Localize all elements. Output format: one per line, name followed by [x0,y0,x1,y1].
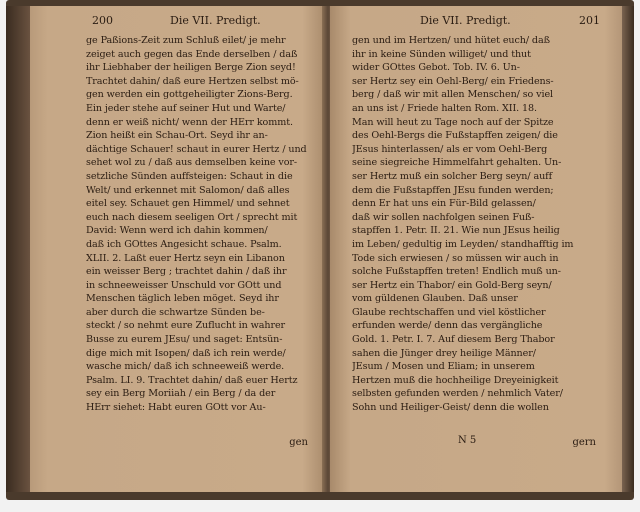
text-line: XLII. 2. Laßt euer Hertz seyn ein Libanon [86,252,285,264]
text-line: sehet wol zu / daß aus demselben keine vor- [86,157,298,169]
page-number: 201 [579,14,600,27]
text-line: solche Fußstapffen treten! Endlich muß un- [352,266,561,278]
text-line: sey ein Berg Moriiah / ein Berg / da der [86,388,276,400]
text-line: aber durch die schwartze Sünden be- [86,306,265,318]
text-line: Busse zu eurem JEsu/ und saget: Entsün- [86,334,283,346]
text-line: an uns ist / Friede halten Rom. XII. 18. [352,102,538,114]
text-line: Zion heißt ein Schau-Ort. Seyd ihr an- [86,130,268,142]
text-line: gen und im Hertzen/ und hütet euch/ daß [352,35,550,46]
text-line: Tode sich erwiesen / so müssen wir auch in [352,252,559,264]
text-line: ser Hertz sey ein Oehl-Berg/ ein Friedens- [352,75,554,87]
text-line: setzliche Sünden auffsteigen: Schaut in die [86,170,293,182]
text-line: Menschen täglich leben möget. Seyd ihr [86,293,279,305]
text-line: dächtige Schauer! schaut in eurer Hertz / und [86,143,307,155]
text-line: JEsus hinterlassen/ als er vom Oehl-Berg [352,143,548,155]
text-line: denn Er hat uns ein Für-Bild gelassen/ [352,198,536,210]
text-line: berg / daß wir mit allen Menschen/ so viel [352,89,554,101]
text-line: ge Paßions-Zeit zum Schluß eilet/ je mehr [86,35,286,46]
text-line: Welt/ und erkennet mit Salomon/ daß alles [86,184,290,196]
text-line: seine siegreiche Himmelfahrt gehalten. Un- [352,157,562,169]
text-line: in schneeweisser Unschuld vor GOtt und [86,279,282,291]
text-line: ihr Liebhaber der heiligen Berge Zion seyd! [86,62,296,74]
text-line: HErr siehet: Habt euren GOtt vor Au- [86,402,266,414]
running-title: Die VII. Predigt. [420,14,511,27]
text-line: ser Hertz muß ein solcher Berg seyn/ auff [352,170,553,182]
text-line: dige mich mit Isopen/ daß ich rein werde/ [86,347,286,359]
left-page [30,6,326,492]
running-title: Die VII. Predigt. [170,14,261,27]
catchword: gern [572,437,596,448]
text-line: stapffen 1. Petr. II. 21. Wie nun JEsus heilig [352,225,560,237]
signature-mark: N 5 [458,435,477,446]
text-line: Ein jeder stehe auf seiner Hut und Warte/ [86,102,286,114]
text-line: gen werden ein gottgeheiligter Zions-Berg. [86,89,293,101]
text-line: David: Wenn werd ich dahin kommen/ [86,225,268,237]
right-page [330,6,622,492]
text-line: Sohn und Heiliger-Geist/ denn die wollen [352,402,549,414]
text-line: Glaube rechtschaffen und viel köstlicher [352,306,546,318]
text-line: wasche mich/ daß ich schneeweiß werde. [86,361,285,373]
text-line: wider GOttes Gebot. Tob. IV. 6. Un- [352,62,520,74]
text-line: ihr in keine Sünden williget/ und thut [352,48,531,60]
text-line: daß ich GOttes Angesicht schaue. Psalm. [86,238,282,250]
text-line: daß wir sollen nachfolgen seinen Fuß- [352,211,535,223]
text-line: Psalm. LI. 9. Trachtet dahin/ daß euer Hertz [86,374,298,386]
text-line: im Leben/ gedultig im Leyden/ standhafftig im [352,238,574,250]
text-line: euch nach diesem seeligen Ort / sprecht mit [86,211,298,223]
catchword: gen [289,437,308,448]
text-line: ser Hertz ein Thabor/ ein Gold-Berg seyn/ [352,279,552,291]
page-edges-left [6,6,30,492]
page-edges-right [622,6,634,492]
text-line: zeiget auch gegen das Ende derselben / daß [86,48,298,60]
text-line: vom güldenen Glauben. Daß unser [352,293,518,305]
text-line: steckt / so nehmt eure Zuflucht in wahrer [86,320,286,332]
text-block [352,34,614,415]
page-number: 200 [92,14,113,27]
text-line: JEsum / Mosen und Eliam; in unserem [352,361,535,373]
text-line: dem die Fußstapffen JEsu funden werden; [352,184,554,196]
text-line: des Oehl-Bergs die Fußstapffen zeigen/ die [352,130,558,142]
text-line: Trachtet dahin/ daß eure Hertzen selbst mö- [86,75,299,87]
text-block [86,34,326,415]
text-line: ein weisser Berg ; trachtet dahin / daß ihr [86,266,287,278]
text-line: erfunden werde/ denn das vergängliche [352,320,543,332]
text-line: denn er weiß nicht/ wenn der HErr kommt. [86,116,293,128]
text-line: selbsten gefunden werden / nehmlich Vater/ [352,388,563,400]
text-line: Hertzen muß die hochheilige Dreyeinigkeit [352,374,559,386]
text-line: Gold. 1. Petr. I. 7. Auf diesem Berg Thabor [352,334,555,346]
text-line: sahen die Jünger drey heilige Männer/ [352,347,536,359]
text-line: Man will heut zu Tage noch auf der Spitze [352,116,554,128]
text-line: eitel sey. Schauet gen Himmel/ und sehnet [86,198,290,210]
